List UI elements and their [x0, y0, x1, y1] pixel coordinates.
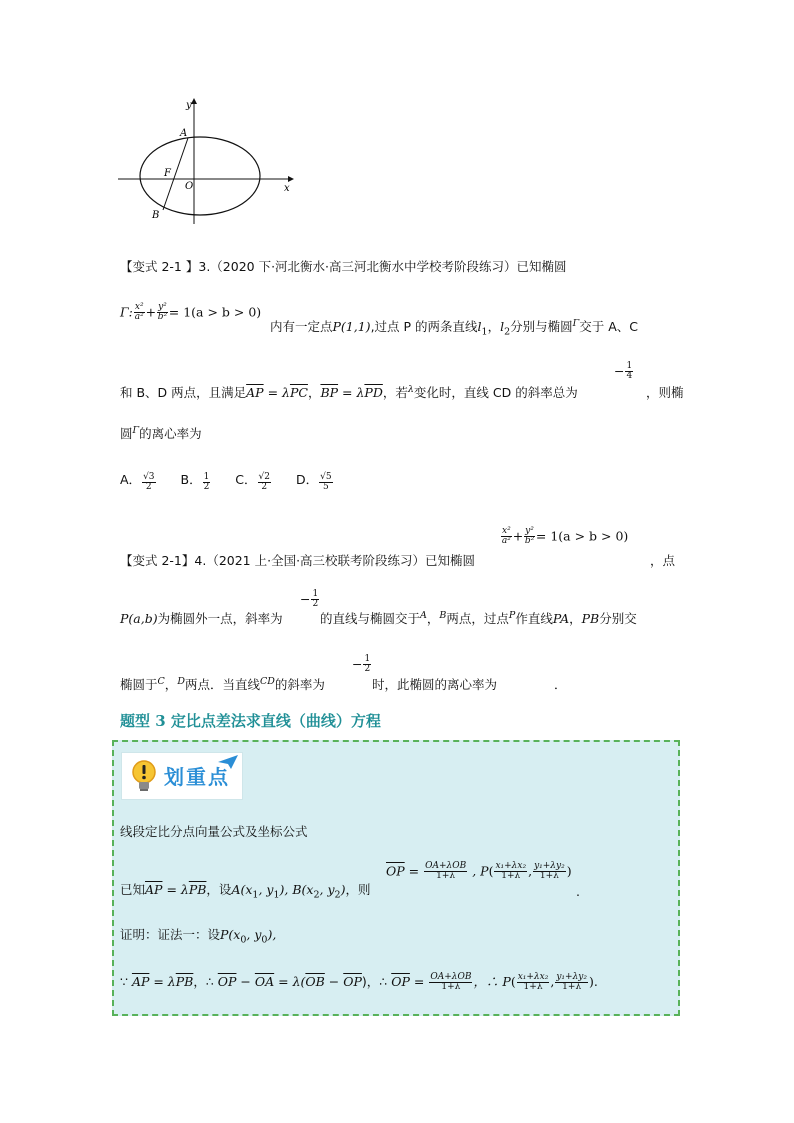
pt-B-sub1: 2 [313, 889, 320, 901]
der-py-frac [555, 973, 588, 993]
option-D-den: 5 [322, 482, 329, 493]
pt-P0-mid: , y [246, 927, 262, 942]
slope-num: 1 [626, 361, 633, 371]
p4-slope2-num: 1 [364, 654, 371, 664]
text-if: ，若 [382, 385, 408, 400]
problem4-source: （2021 上·全国·高三校联考阶段练习）已知椭圆 [206, 553, 476, 568]
problem3-line4 [120, 424, 202, 442]
box-op-frac [424, 862, 467, 882]
pt-A-mid: , y [258, 882, 274, 897]
p4-comma3: ， [164, 677, 178, 692]
box-period-1: . [576, 884, 580, 899]
der-vec-OB: $\overline{OB}$ [305, 974, 325, 989]
text-comma-2: ， [307, 385, 321, 400]
ellipse-cond: = 1(a > b > 0) [168, 304, 262, 320]
text-then: ，则 [345, 882, 371, 897]
der-eq: = [409, 974, 429, 989]
box-eq: = [404, 863, 424, 879]
box-vec-AP: $\overline{AP}$ [145, 882, 163, 897]
pt-B-end: ) [340, 882, 346, 897]
option-A-den: 2 [145, 482, 152, 493]
text-set: ，设 [206, 882, 232, 897]
p4-frac-x2-a2: $\frac{\text{x²}}{\text{a²}}$ [501, 526, 511, 547]
pt-B-sub2: 2 [334, 889, 341, 901]
problem3-line3-end [646, 383, 684, 401]
box-py-frac [533, 862, 566, 882]
box-vec-OP: $\overline{OP}$ [386, 863, 405, 879]
p4-slope2-minus: − [352, 656, 363, 672]
der-vec-OP-3: $\overline{OP}$ [391, 974, 410, 989]
option-D-frac [319, 473, 332, 493]
l2-sub: 2 [504, 326, 511, 338]
option-D-num: √5 [320, 471, 332, 482]
pt-A-sub1: 1 [252, 889, 259, 901]
problem4-line1 [120, 551, 475, 569]
p4-slope-num: 1 [312, 589, 319, 599]
problem3-tag: 【变式 2-1 】3. [120, 259, 211, 274]
p4-text-ellipse-at: 椭圆于 [120, 677, 158, 692]
pt-A-sub2: 1 [273, 889, 280, 901]
ellipse-curve [140, 137, 260, 215]
problem4-line1-end [650, 551, 675, 569]
slope-value [614, 362, 634, 382]
der-py-num: y₁+λy₂ [556, 971, 587, 982]
slope-den: 4 [626, 371, 633, 382]
pt-P0-sub2: 0 [261, 934, 268, 946]
p4-text-eccentricity: 时，此椭圆的离心率为 [372, 677, 498, 692]
option-B[interactable] [180, 471, 212, 493]
text-and-BD: 和 B、D 两点，且满足 [120, 385, 247, 400]
p4-point-P: P(a,b) [120, 611, 158, 626]
text-intersect-AC: 交于 A、C [579, 319, 639, 334]
option-D-label: D． [295, 472, 319, 487]
p4-PB: PB [581, 611, 600, 626]
section-heading: 题型 3 定比点差法求直线（曲线）方程 [120, 712, 381, 730]
p4-text-line-meets: 的直线与椭圆交于 [320, 611, 421, 626]
lightbulb-icon [128, 758, 160, 794]
problem4-line3b [372, 675, 497, 693]
line-l1: l [477, 319, 482, 334]
p4-blank-period: ． [554, 677, 567, 692]
text-with-ellipse: 分别与椭圆 [510, 319, 573, 334]
der-vec-OP-2: $\overline{OP}$ [343, 974, 362, 989]
p4-text-meet: 分别交 [599, 611, 637, 626]
problem4-tag: 【变式 2-1】4. [120, 553, 207, 568]
der-py-den: 1+λ [562, 982, 582, 992]
text-then-ellipse: ，则椭 [646, 385, 684, 400]
frac-x2-a2: $\frac{\text{x²}}{\text{a²}}$ [134, 302, 144, 323]
problem3-line2: Γ: $\frac{\text{x²}}{\text{a²}}$ + $\frac{\text{y²}}{\text{b²}}$ = 1(a > b > 0) [120, 302, 262, 323]
p4-C: C [157, 675, 165, 687]
box-intro: 线段定比分点向量公式及坐标公式 [120, 824, 308, 839]
option-C-frac [258, 473, 271, 493]
pt-P0-end: ), [267, 927, 277, 942]
because-symbol: ∵ [120, 974, 132, 989]
p4-D: D [177, 675, 185, 687]
gamma-symbol-2: Γ [132, 424, 140, 436]
p4-PA: PA [552, 611, 570, 626]
der-vec-OA: $\overline{OA}$ [254, 974, 275, 989]
option-C[interactable] [235, 471, 272, 493]
key-points-badge [121, 752, 243, 800]
p4-text-slope-is: 的斜率为 [274, 677, 325, 692]
der-minus-2: − [324, 974, 344, 989]
box-py-den: 1+λ [539, 871, 559, 882]
option-D[interactable] [295, 471, 334, 493]
eq-lambda-1: = λ [263, 385, 290, 400]
der-vec-AP: $\overline{AP}$ [131, 974, 150, 989]
option-C-den: 2 [261, 482, 268, 493]
problem4-line2b [320, 609, 637, 627]
text-circle: 圆 [120, 426, 133, 441]
box-op-formula: $\overline{OP}$ = OA+λOB 1+λ , P( $\frac{\text{x₁+λx₂}}{1+\lambda}$ , $\frac{\text{y₁+λy₂}}{1+\lambda}$ ) [386, 861, 572, 882]
x-axis-arrow [288, 176, 294, 182]
problem3-line3 [120, 383, 578, 401]
option-C-label: C． [235, 472, 257, 487]
p4-CD: CD [259, 675, 275, 687]
der-px-den: 1+λ [523, 982, 543, 992]
problem3-line1 [120, 257, 567, 275]
p4-A: A [420, 609, 427, 621]
label-F: F [164, 168, 171, 179]
box-proof-line [120, 925, 276, 946]
p4-slope-half [300, 590, 320, 610]
option-A-num: √3 [143, 471, 155, 482]
p4-slope2-frac [363, 655, 371, 675]
p4-slope-minus: − [300, 591, 311, 607]
der-therefore-P: ，∴ P [473, 974, 511, 989]
option-B-label: B． [180, 472, 202, 487]
label-B: B [152, 210, 160, 221]
p4-comma1: ， [426, 611, 440, 626]
slope-minus: − [614, 363, 625, 379]
der-vec-PB: $\overline{PB}$ [175, 974, 194, 989]
p4-slope2-den: 2 [364, 664, 371, 675]
vec-BP: $\overline{BP}$ [320, 385, 339, 400]
p4-text-outside: 为椭圆外一点，斜率为 [157, 611, 283, 626]
paper-plane-icon [218, 755, 238, 769]
der-period: . [593, 974, 598, 989]
box-op-num: OA+λOB [425, 861, 467, 871]
box-op-den: 1+λ [436, 871, 456, 882]
der-op-num: OA+λOB [430, 971, 472, 982]
slope-frac [625, 362, 633, 382]
label-O: O [185, 181, 194, 192]
l1-sub: 1 [481, 326, 488, 338]
pt-A-start: A(x [231, 882, 253, 897]
label-x: x [284, 183, 290, 194]
pt-B-mid: , y [319, 882, 335, 897]
vec-AP: $\overline{AP}$ [246, 385, 264, 400]
option-B-frac [203, 473, 211, 493]
ellipse-figure [118, 96, 298, 226]
problem4-line2 [120, 609, 283, 627]
box-eq-lambda: = λ [162, 882, 189, 897]
text-two-lines: ,过点 P 的两条直线 [370, 319, 478, 334]
der-eq-lambda: = λ [149, 974, 176, 989]
point-P: P(1,1) [332, 319, 371, 334]
ellipse-prefix: Γ: [120, 304, 133, 320]
der-op-frac [429, 973, 472, 993]
p4-text-point: ，点 [650, 553, 676, 568]
label-y: y [186, 100, 192, 111]
box-vec-PB: $\overline{PB}$ [188, 882, 207, 897]
p4-P: P [508, 609, 516, 621]
p4-comma2: ， [569, 611, 582, 626]
der-vec-OP: $\overline{OP}$ [217, 974, 237, 989]
der-therefore-1: ，∴ [193, 974, 218, 989]
gamma-symbol: Γ [572, 317, 580, 329]
pt-P0-sub1: 0 [240, 934, 247, 946]
p4-answer-blank[interactable] [554, 675, 567, 693]
problem3-options [120, 470, 334, 493]
option-B-den: 2 [203, 482, 210, 493]
problem3-source: （2020 下·河北衡水·高三河北衡水中学校考阶段练习）已知椭圆 [210, 259, 567, 274]
problem4-ellipse-eq: $\frac{\text{x²}}{\text{a²}}$ + $\frac{\text{y²}}{\text{b²}}$ = 1(a > b > 0) [501, 526, 629, 547]
pt-P0-start: P(x [220, 927, 241, 942]
der-therefore-2: )，∴ [361, 974, 392, 989]
text-given: 已知 [120, 882, 146, 897]
text-eccentricity: 的离心率为 [139, 426, 202, 441]
box-px-num: x₁+λx₂ [495, 861, 527, 871]
der-px-num: x₁+λx₂ [517, 971, 549, 982]
line-l2: l [500, 319, 505, 334]
vec-PD: $\overline{PD}$ [364, 385, 383, 400]
badge-label: 划重点 [164, 765, 230, 789]
box-comma-P: , P [468, 863, 489, 879]
problem3-line2b [270, 317, 638, 338]
frac-y2-b2: $\frac{\text{y²}}{\text{b²}}$ [157, 302, 168, 323]
p4-slope-den: 2 [312, 599, 319, 610]
p4-slope-half-2 [352, 655, 372, 675]
text-comma: ， [487, 319, 501, 334]
option-A-label: A． [120, 472, 142, 487]
p4-B: B [439, 609, 447, 621]
y-axis-arrow [191, 98, 197, 104]
p4-text-two-points: 两点，过点 [446, 611, 509, 626]
p4-cond: = 1(a > b > 0) [535, 528, 629, 544]
box-px-den: 1+λ [501, 871, 521, 882]
vec-PC: $\overline{PC}$ [289, 385, 308, 400]
text-fixed-point: 内有一定点 [270, 319, 333, 334]
der-minus-1: − [236, 974, 255, 989]
option-A-frac [142, 473, 155, 493]
der-op-den: 1+λ [441, 982, 461, 992]
text-slope-always: 变化时，直线 CD 的斜率总为 [413, 385, 578, 400]
pt-A-end: ), B(x [279, 882, 314, 897]
p4-frac-y2-b2: $\frac{\text{y²}}{\text{b²}}$ [524, 526, 535, 547]
eq-lambda-2: = λ [338, 385, 365, 400]
p4-text-draw: 作直线 [515, 611, 553, 626]
option-B-num: 1 [203, 471, 210, 482]
p4-text-when-line: 两点．当直线 [184, 677, 260, 692]
der-lambda-paren: = λ( [274, 974, 306, 989]
problem4-line3 [120, 675, 325, 693]
text-proof: 证明：证法一：设 [120, 927, 221, 942]
option-A[interactable] [120, 471, 157, 493]
lambda-symbol: λ [407, 383, 414, 395]
box-px-frac [494, 862, 527, 882]
box-derivation-line: ∵ $\overline{AP} = \lambda\overline{PB}$，∴ $\overline{OP} - \overline{OA} = \lambda(\overline{OB} - \overline{OP})$，∴ $\overline{OP}$ = OA+λOB 1+λ ，∴ P( $\frac{\text{x₁+λx₂}}{1+\lambda}$ , $\frac{\text{y₁+λy₂}}{1+\lambda}$ ). [120, 971, 598, 992]
option-C-num: √2 [258, 471, 270, 482]
label-A: A [180, 128, 188, 139]
box-py-num: y₁+λy₂ [534, 861, 565, 871]
der-px-frac [517, 973, 550, 993]
p4-slope-frac [311, 590, 319, 610]
box-given-line [120, 880, 370, 901]
